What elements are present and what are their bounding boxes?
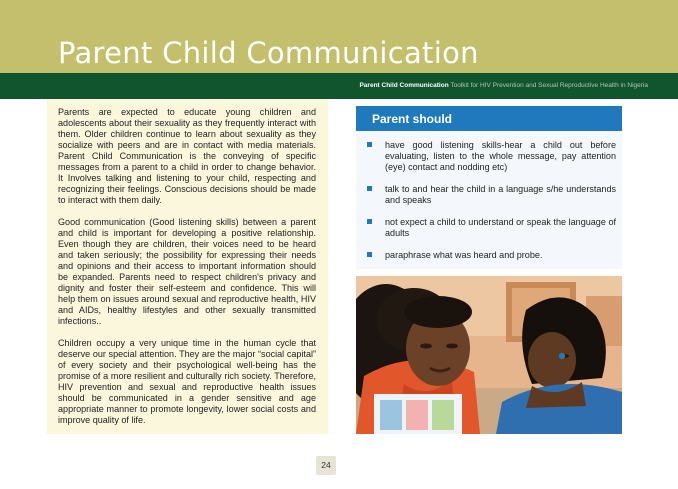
page-number: 24 [316, 456, 336, 475]
bullet-icon [367, 186, 372, 191]
running-header-bold: Parent Child Communication [359, 82, 449, 89]
running-header-rest: Toolkit for HIV Prevention and Sexual Reproductive Health in Nigeria [448, 82, 648, 89]
list-item-text: have good listening skills-hear a child out before evaluating, listen to the whole message, pay attention (eye) contact and nodding etc) [385, 140, 616, 172]
list-item [366, 140, 616, 173]
list-item-text: talk to and hear the child in a language s/he understands and speaks [385, 184, 616, 205]
parent-should-header [356, 106, 622, 131]
bullet-icon [367, 219, 372, 224]
paragraph-2: Good communication (Good listening skills) between a parent and child is important for developing a positive relationship. Even though they are children, their voices need to be heard and taken seriously; the possibility for expressing their needs and opinions and their access to important information should be expanded. Parents need to respect children's privacy and dignity and foster their self-esteem and confidence. This will help them on issues around sexual and reproductive health, HIV and AIDs, healthy lifestyles and other sexually transmitted infections.. [58, 217, 316, 326]
running-header [359, 82, 648, 89]
list-item [366, 250, 616, 261]
page-title: Parent Child Communication [58, 36, 479, 70]
paragraph-3: Children occupy a very unique time in the human cycle that deserve our special attention. They are the major “social capital” of every society and their psychological well-being has the promise of a more resilient and culturally rich society. Therefore, HIV prevention and sexual and reproductive health issues should be communicated in a gender sensitive and age appropriate manner to promote longevity, lower social costs and improve quality of life. [58, 338, 316, 425]
list-item-text: not expect a child to understand or speak the language of adults [385, 217, 616, 238]
parent-should-list [366, 140, 616, 272]
parent-should-title: Parent should [372, 112, 453, 126]
parent-child-photo [356, 276, 622, 434]
body-text [58, 107, 316, 437]
list-item [366, 184, 616, 206]
bullet-icon [367, 142, 372, 147]
paragraph-1: Parents are expected to educate young children and adolescents about their sexuality as they frequently interact with them. Older children continue to learn about sexuality as they socialize with peers and are in contact with media materials. Parent Child Communication is the conveying of specific messages from a parent to a child in order to change behavior. It Involves talking and listening to your child, respecting and recognizing their feelings. Conscious decisions should be made to interact with them daily. [58, 107, 316, 205]
list-item [366, 217, 616, 239]
bullet-icon [367, 252, 372, 257]
list-item-text: paraphrase what was heard and probe. [385, 250, 543, 260]
